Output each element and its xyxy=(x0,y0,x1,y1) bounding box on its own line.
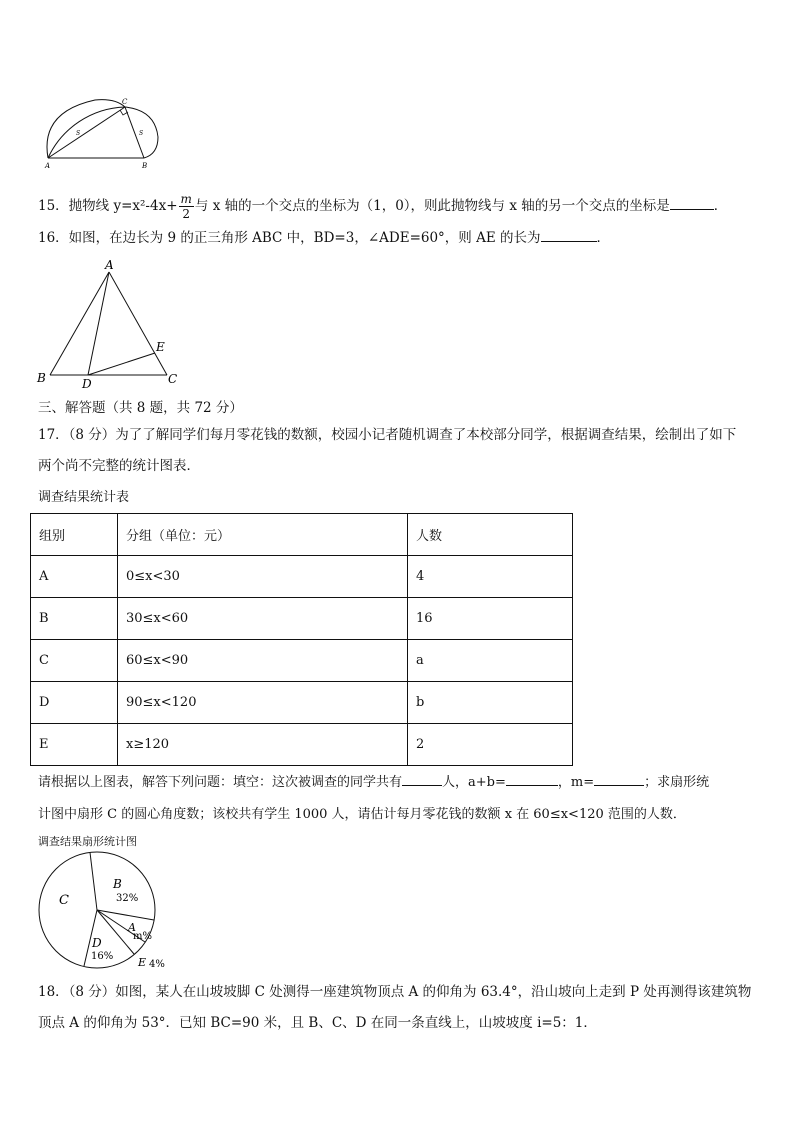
ask1-a: 请根据以上图表，解答下列问题：填空：这次被调查的同学共有 xyxy=(38,775,403,790)
ask1-d: ；求扇形统 xyxy=(644,775,710,790)
q17-ask1 xyxy=(38,773,709,792)
q15-end: ． xyxy=(713,198,728,214)
cell-group: E xyxy=(31,724,118,766)
header-group: 组别 xyxy=(31,514,118,556)
cell-range: 90≤x<120 xyxy=(118,682,408,724)
segment-ad xyxy=(88,272,109,375)
cell-count: a xyxy=(408,640,573,682)
slice-label-a: A xyxy=(128,921,136,934)
slice-label-e: E xyxy=(138,956,147,969)
cell-count: 2 xyxy=(408,724,573,766)
table-row xyxy=(31,724,573,766)
segment-ac xyxy=(48,107,125,158)
survey-table xyxy=(30,513,573,766)
label-c: C xyxy=(168,372,178,386)
q16-end: ． xyxy=(596,230,610,246)
label-b: B xyxy=(142,162,148,170)
label-d: D xyxy=(82,377,92,391)
q16-text: 16．如图，在边长为 9 的正三角形 ABC 中，BD=3，∠ADE=60°，则 AE 的长为 xyxy=(38,230,541,246)
cell-count: 16 xyxy=(408,598,573,640)
label-s2: S xyxy=(139,130,144,137)
q16-figure xyxy=(34,256,184,392)
slice-divider xyxy=(90,852,97,910)
slice-value-d: 16% xyxy=(91,951,114,962)
a-plus-b-blank[interactable] xyxy=(506,773,558,786)
label-a: A xyxy=(105,258,114,272)
q15-fraction xyxy=(179,192,194,221)
side-ac xyxy=(109,272,167,375)
q15-prefix: 15．抛物线 y=x²-4x+ xyxy=(38,198,178,214)
table-row xyxy=(31,682,573,724)
q18-line2: 顶点 A 的仰角为 53°．已知 BC=90 米，且 B、C、D 在同一条直线上，山坡坡度 i=5：1． xyxy=(38,1015,597,1031)
pie-title: 调查结果扇形统计图 xyxy=(38,835,137,848)
ask1-b: 人，a+b= xyxy=(442,775,506,790)
label-s1: S xyxy=(76,130,81,137)
slice-value-b: 32% xyxy=(116,893,139,904)
table-title: 调查结果统计表 xyxy=(38,490,130,505)
cell-group: A xyxy=(31,556,118,598)
q14-figure xyxy=(40,92,165,172)
segment-de xyxy=(88,353,155,375)
q16-answer-blank[interactable] xyxy=(541,229,597,242)
side-ab xyxy=(50,272,109,375)
q15-frac-den: 2 xyxy=(182,207,191,221)
q17-line1: 17．（8 分）为了了解同学们每月零花钱的数额，校园小记者随机调查了本校部分同学，根据调查结果，绘制出了如下 xyxy=(38,427,737,443)
label-b: B xyxy=(37,371,46,385)
label-e: E xyxy=(156,340,165,354)
q18-line1: 18．（8 分）如图，某人在山坡坡脚 C 处测得一座建筑物顶点 A 的仰角为 63.4°，沿山坡向上走到 P 处再测得该建筑物 xyxy=(38,984,752,1000)
slice-label-d: D xyxy=(92,936,102,950)
cell-range: 0≤x<30 xyxy=(118,556,408,598)
table-row xyxy=(31,598,573,640)
slice-label-b: B xyxy=(113,877,122,891)
ask1-c: ，m= xyxy=(557,775,595,790)
cell-count: b xyxy=(408,682,573,724)
cell-group: C xyxy=(31,640,118,682)
q15-answer-blank[interactable] xyxy=(670,197,714,210)
label-a: A xyxy=(45,162,51,170)
pie-chart xyxy=(34,846,174,974)
q17-line2: 两个尚不完整的统计图表． xyxy=(38,458,200,474)
section-heading: 三、解答题（共 8 题，共 72 分） xyxy=(38,400,243,416)
q17-ask2: 计图中扇形 C 的圆心角度数；该校共有学生 1000 人，请估计每月零花钱的数额 x 在 60≤x<120 范围的人数． xyxy=(38,807,686,822)
slice-value-a: m% xyxy=(133,931,152,942)
cell-range: x≥120 xyxy=(118,724,408,766)
question-15 xyxy=(38,192,727,221)
table-header-row xyxy=(31,514,573,556)
total-students-blank[interactable] xyxy=(402,773,442,786)
m-blank[interactable] xyxy=(594,773,644,786)
header-count: 人数 xyxy=(408,514,573,556)
question-16 xyxy=(38,229,610,247)
header-range: 分组（单位：元） xyxy=(118,514,408,556)
slice-value-e: 4% xyxy=(149,959,165,970)
cell-group: D xyxy=(31,682,118,724)
cell-range: 30≤x<60 xyxy=(118,598,408,640)
q15-frac-num: m xyxy=(180,192,192,206)
cell-count: 4 xyxy=(408,556,573,598)
table-row xyxy=(31,556,573,598)
q15-suffix: 与 x 轴的一个交点的坐标为（1，0），则此抛物线与 x 轴的另一个交点的坐标是 xyxy=(194,198,670,214)
slice-label-c: C xyxy=(59,893,69,908)
slice-divider xyxy=(97,910,154,920)
cell-group: B xyxy=(31,598,118,640)
table-row xyxy=(31,640,573,682)
label-c: C xyxy=(122,98,128,106)
cell-range: 60≤x<90 xyxy=(118,640,408,682)
